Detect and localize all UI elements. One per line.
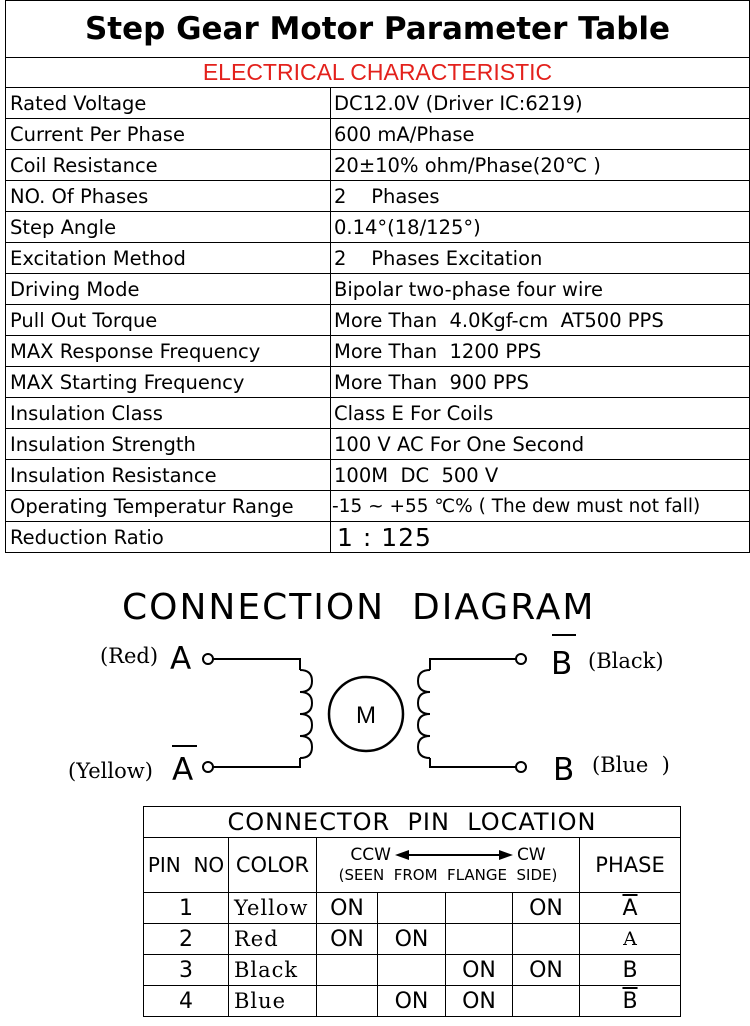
param-value: More Than 1200 PPS xyxy=(331,336,750,367)
param-value: 600 mA/Phase xyxy=(331,119,750,150)
table-row xyxy=(6,181,750,212)
step-state: ON xyxy=(378,986,446,1017)
terminal-circle xyxy=(516,762,526,772)
table-row xyxy=(6,336,750,367)
connection-diagram xyxy=(0,578,750,803)
step-state: ON xyxy=(378,924,446,955)
section-heading: ELECTRICAL CHARACTERISTIC xyxy=(6,58,750,88)
wire xyxy=(430,659,516,670)
wire-label-red: (Red) xyxy=(100,644,159,668)
param-label: NO. Of Phases xyxy=(6,181,331,212)
double-arrow-icon xyxy=(395,848,513,862)
table-row xyxy=(6,398,750,429)
param-value: -15 ~ +55 ℃% ( The dew must not fall) xyxy=(331,491,750,522)
param-value: Class E For Coils xyxy=(331,398,750,429)
pin-number: 1 xyxy=(144,893,229,924)
phase-label: $\overline{B}$ xyxy=(622,988,638,1014)
pin-label-b-bar: B xyxy=(551,646,573,682)
table-row xyxy=(144,986,681,1017)
param-value: Bipolar two-phase four wire xyxy=(331,274,750,305)
step-state xyxy=(513,986,580,1017)
wire xyxy=(213,659,300,670)
step-state xyxy=(378,955,446,986)
header-ccw: CCW xyxy=(350,845,391,865)
table-row xyxy=(6,88,750,119)
param-value: 1 : 125 xyxy=(331,522,750,553)
phase-label: $\overline{A}$ xyxy=(622,895,638,921)
table-row xyxy=(144,955,681,986)
coil xyxy=(300,670,312,758)
step-state xyxy=(446,924,513,955)
step-state xyxy=(446,893,513,924)
step-state xyxy=(378,893,446,924)
pin-table-title: CONNECTOR PIN LOCATION xyxy=(144,807,681,838)
table-title: Step Gear Motor Parameter Table xyxy=(6,1,750,58)
left-winding xyxy=(203,654,312,772)
pin-label-a-bar: A xyxy=(172,752,194,788)
terminal-circle xyxy=(516,654,526,664)
param-value: More Than 4.0Kgf-cm AT500 PPS xyxy=(331,305,750,336)
param-label: Excitation Method xyxy=(6,243,331,274)
table-row xyxy=(144,893,681,924)
param-value: 2 Phases xyxy=(331,181,750,212)
param-label: Pull Out Torque xyxy=(6,305,331,336)
pin-label-b: B xyxy=(553,752,575,788)
wire-color: Yellow xyxy=(229,893,317,924)
pin-number: 4 xyxy=(144,986,229,1017)
table-row xyxy=(6,243,750,274)
header-cw: CW xyxy=(516,845,546,865)
motor-label: M xyxy=(356,702,376,729)
param-label: Driving Mode xyxy=(6,274,331,305)
param-label: Current Per Phase xyxy=(6,119,331,150)
connector-pin-table xyxy=(143,806,681,1017)
wire-label-black: (Black) xyxy=(588,649,664,673)
param-value: 100 V AC For One Second xyxy=(331,429,750,460)
direction-arrow-row xyxy=(317,845,579,865)
table-row xyxy=(6,367,750,398)
right-winding xyxy=(418,654,526,772)
param-label: MAX Starting Frequency xyxy=(6,367,331,398)
param-label: Insulation Class xyxy=(6,398,331,429)
step-state: ON xyxy=(513,893,580,924)
wire xyxy=(213,758,300,767)
step-state xyxy=(317,955,378,986)
header-color: COLOR xyxy=(229,838,317,893)
coil xyxy=(418,670,430,758)
wire-color: Red xyxy=(229,924,317,955)
terminal-circle xyxy=(203,762,213,772)
param-value: DC12.0V (Driver IC:6219) xyxy=(331,88,750,119)
table-row xyxy=(6,305,750,336)
table-row xyxy=(6,212,750,243)
table-row xyxy=(144,924,681,955)
header-direction xyxy=(317,838,580,893)
param-value: 0.14°(18/125°) xyxy=(331,212,750,243)
param-label: Coil Resistance xyxy=(6,150,331,181)
wire-color: Black xyxy=(229,955,317,986)
pin-label-a: A xyxy=(170,641,192,677)
pin-number: 3 xyxy=(144,955,229,986)
pin-number: 2 xyxy=(144,924,229,955)
param-label: Rated Voltage xyxy=(6,88,331,119)
table-row xyxy=(6,460,750,491)
header-phase: PHASE xyxy=(580,838,681,893)
step-state: ON xyxy=(446,955,513,986)
diagram-title: CONNECTION DIAGRAM xyxy=(122,587,596,628)
table-row xyxy=(6,429,750,460)
param-label: Step Angle xyxy=(6,212,331,243)
param-label: Insulation Resistance xyxy=(6,460,331,491)
header-direction-note: (SEEN FROM FLANGE SIDE) xyxy=(338,866,558,884)
table-row xyxy=(6,150,750,181)
step-state: ON xyxy=(317,924,378,955)
param-label: Insulation Strength xyxy=(6,429,331,460)
step-state: ON xyxy=(446,986,513,1017)
param-value: 20±10% ohm/Phase(20℃ ) xyxy=(331,150,750,181)
wire-color: Blue xyxy=(229,986,317,1017)
step-state xyxy=(513,924,580,955)
param-value: 100M DC 500 V xyxy=(331,460,750,491)
param-label: Reduction Ratio xyxy=(6,522,331,553)
param-value: 2 Phases Excitation xyxy=(331,243,750,274)
step-state xyxy=(317,986,378,1017)
step-state: ON xyxy=(317,893,378,924)
wire-label-blue: (Blue ) xyxy=(592,753,670,777)
table-row xyxy=(6,119,750,150)
wire-label-yellow: (Yellow) xyxy=(68,759,153,783)
header-pin-no: PIN NO xyxy=(144,838,229,893)
phase-label: B xyxy=(622,957,638,983)
phase-label: A xyxy=(623,928,637,950)
param-label: MAX Response Frequency xyxy=(6,336,331,367)
param-value: More Than 900 PPS xyxy=(331,367,750,398)
table-row xyxy=(6,491,750,522)
table-row xyxy=(6,274,750,305)
step-state: ON xyxy=(513,955,580,986)
wire xyxy=(430,758,516,767)
terminal-circle xyxy=(203,654,213,664)
table-row xyxy=(6,522,750,553)
param-label: Operating Temperatur Range xyxy=(6,491,331,522)
parameter-table xyxy=(5,0,750,553)
